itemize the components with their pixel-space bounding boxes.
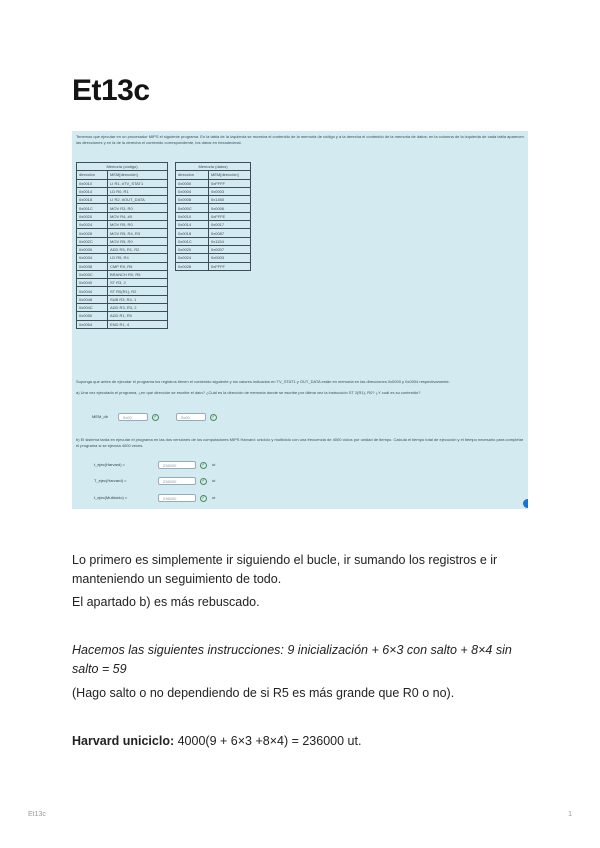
mem-content-cell: 0x0003 [209,254,251,262]
code-row [77,304,168,312]
code-row [77,245,168,253]
code-content-cell: LI R2, #OUT_DATA [108,196,168,204]
code-address-cell: 0x004C [77,304,108,312]
code-row [77,262,168,270]
code-content-cell: LD R5, R4 [108,254,168,262]
code-row [77,320,168,328]
code-address-cell: 0x0028 [77,229,108,237]
footer-page-number: 1 [568,811,572,818]
answer-b3-check-icon: ✓ [201,495,206,501]
code-address-cell: 0x0014 [77,187,108,195]
answer-a-check-icon-2: ✓ [211,414,216,420]
code-row [77,212,168,220]
page-title: Et13c [72,74,150,107]
mem-address-cell: 0x0018 [176,229,209,237]
mem-address-cell: 0x0000 [176,179,209,187]
code-address-cell: 0x001C [77,204,108,212]
code-table-caption: Memoria (código) [77,163,168,171]
data-memory-table [175,162,251,271]
mem-content-cell: 0xFFFF [209,179,251,187]
code-content-cell: ADD R3, R3, 2 [108,304,168,312]
mem-address-cell: 0x0004 [176,187,209,195]
code-row [77,187,168,195]
mem-address-cell: 0x001C [176,237,209,245]
mem-address-cell: 0x000C [176,204,209,212]
answer-b1-unit: ut [212,462,216,467]
answer-a-check-icon: ✓ [153,414,158,420]
code-memory-table [76,162,168,329]
code-row [77,229,168,237]
code-address-cell: 0x003C [77,270,108,278]
code-address-cell: 0x0018 [77,196,108,204]
answer-b1-check-icon: ✓ [201,462,206,468]
code-address-cell: 0x0020 [77,212,108,220]
mem-row [176,196,251,204]
code-content-cell: ADD R1, R0 [108,312,168,320]
exercise-intro: Tenemos que ejecutar en un procesador MIPS el siguiente programa. En la tabla de la izquierda se muestra el contenido de la memoria de código y a la derecha el contenido de la memoria de datos; en la columna de la izquierda de cada tabla aparecen las direcciones y en la de la derecha el contenido correspondiente, los datos en hexadecimal. [76,134,524,145]
paragraph-1: Lo primero es simplemente ir siguiendo el bucle, ir sumando los registros e ir manteniendo un seguimiento de todo. [72,553,498,586]
paragraph-3: Hacemos las siguientes instrucciones: 9 inicialización + 6×3 con salto + 8×4 sin salto = 59 [72,643,512,676]
paragraph-5-bold: Harvard uniciclo: [72,734,175,748]
mem-address-cell: 0x0010 [176,212,209,220]
mem-content-cell: 0x0017 [209,221,251,229]
code-row [77,295,168,303]
code-address-cell: 0x0024 [77,221,108,229]
code-header-content: MEM[dirección] [108,171,168,179]
answer-b3-unit: ut [212,495,216,500]
paragraph-4: (Hago salto o no dependiendo de si R5 es más grande que R0 o no). [72,686,455,700]
mem-content-cell: 0x0006 [209,204,251,212]
mem-row [176,221,251,229]
code-row [77,312,168,320]
mem-address-cell: 0x0024 [176,254,209,262]
mem-row [176,204,251,212]
mem-content-cell: 0x1154 [209,237,251,245]
answer-b1-label: t_ejec(Harvard) = [94,462,126,467]
answer-b2-unit: ut [212,478,216,483]
code-content-cell: MOV R5, R4, R3 [108,229,168,237]
code-row [77,221,168,229]
mem-table-caption: Memoria (datos) [176,163,251,171]
code-content-cell: MOV R5, R0 [108,237,168,245]
code-address-cell: 0x0048 [77,295,108,303]
question-a2: a) Una vez ejecutado el programa, ¿en qué dirección se escribe el dato? ¿Cuál es la dirección de memoria donde se escribe por última vez la instrucción ST 2(R1), R0? ¿Y cuál es su contenido? [76,390,421,395]
code-address-cell: 0x0038 [77,262,108,270]
mem-header-content: MEM[dirección] [209,171,251,179]
code-row [77,287,168,295]
mem-content-cell: 0x0003 [209,187,251,195]
answer-b3-input[interactable]: 236000 [158,494,196,502]
question-b: b) El sistema tarda en ejecutar el programa en las dos versiones de los computadores MIPS Harvard: uniciclo y multiciclo con una frecuencia de 4000 ciclos por unidad de tiempo. Calcula el tiempo total de ejecución y el tiempo necesario para completar el programa si se ejecuta 4000 veces. [76,437,524,448]
mem-row [176,187,251,195]
code-address-cell: 0x0030 [77,245,108,253]
mem-row [176,212,251,220]
code-row [77,237,168,245]
answer-a-input-2[interactable]: 0x00 [176,413,206,421]
code-content-cell: MOV R5, R0 [108,221,168,229]
answer-b3-label: t_ejec(Multiciclo) = [94,495,128,500]
code-address-cell: 0x002C [77,237,108,245]
mem-content-cell: 0x0087 [209,229,251,237]
code-address-cell: 0x0034 [77,254,108,262]
mem-row [176,179,251,187]
code-header-address: dirección [77,171,108,179]
mem-header-address: dirección [176,171,209,179]
answer-b2-input[interactable]: 236000 [158,477,196,485]
mem-address-cell: 0x0008 [176,196,209,204]
exercise-screenshot [72,131,528,509]
code-row [77,179,168,187]
code-content-cell: ADD R5, R1, R2 [108,245,168,253]
answer-a-label: MEM_dir [92,414,109,419]
mem-row [176,229,251,237]
footer-title: Et13c [28,811,46,818]
code-content-cell: ST R3, 2 [108,279,168,287]
answer-b2-label: T_ejec(Harvard) = [94,478,127,483]
paragraph-5 [72,732,532,751]
code-row [77,204,168,212]
mem-row [176,254,251,262]
mem-address-cell: 0x0020 [176,245,209,253]
code-address-cell: 0x0040 [77,279,108,287]
mem-row [176,237,251,245]
answer-a-input[interactable]: 0x00 [118,413,148,421]
code-content-cell: ST R0(R1), R2 [108,287,168,295]
code-content-cell: CMP R0, R5 [108,262,168,270]
paragraph-5-rest: 4000(9 + 6×3 +8×4) = 236000 ut. [174,734,362,748]
code-row [77,270,168,278]
code-row [77,279,168,287]
answer-b1-input[interactable]: 236000 [158,461,196,469]
mem-content-cell: 0xFFFF [209,262,251,270]
code-address-cell: 0x0044 [77,287,108,295]
code-content-cell: LD R0, R1 [108,187,168,195]
mem-address-cell: 0x0028 [176,262,209,270]
code-row [77,254,168,262]
answer-b2-check-icon: ✓ [201,478,206,484]
paragraph-2: El apartado b) es más rebuscado. [72,595,260,609]
mem-row [176,262,251,270]
code-address-cell: 0x0054 [77,320,108,328]
mem-content-cell: 0xFFFE [209,212,251,220]
code-content-cell: END R1, 4 [108,320,168,328]
status-dot [523,499,528,508]
code-content-cell: MOV R4, #0 [108,212,168,220]
mem-content-cell: 0x0007 [209,245,251,253]
code-address-cell: 0x0010 [77,179,108,187]
code-content-cell: SUB R3, R4, 1 [108,295,168,303]
mem-content-cell: 0x1450 [209,196,251,204]
code-content-cell: MOV R3, R0 [108,204,168,212]
code-row [77,196,168,204]
mem-address-cell: 0x0014 [176,221,209,229]
question-a: Suponga que antes de ejecutar el programa los registros tienen el contenido siguiente y los valores indicados en TV_STAT1 y OUT_DATA están en memoria en las direcciones 0x0000 y 0x0004 respectivamente. [76,379,450,384]
code-address-cell: 0x0050 [77,312,108,320]
code-content-cell: LI R1, #TV_STAT1 [108,179,168,187]
mem-row [176,245,251,253]
code-content-cell: BRANCH R0, R5 [108,270,168,278]
